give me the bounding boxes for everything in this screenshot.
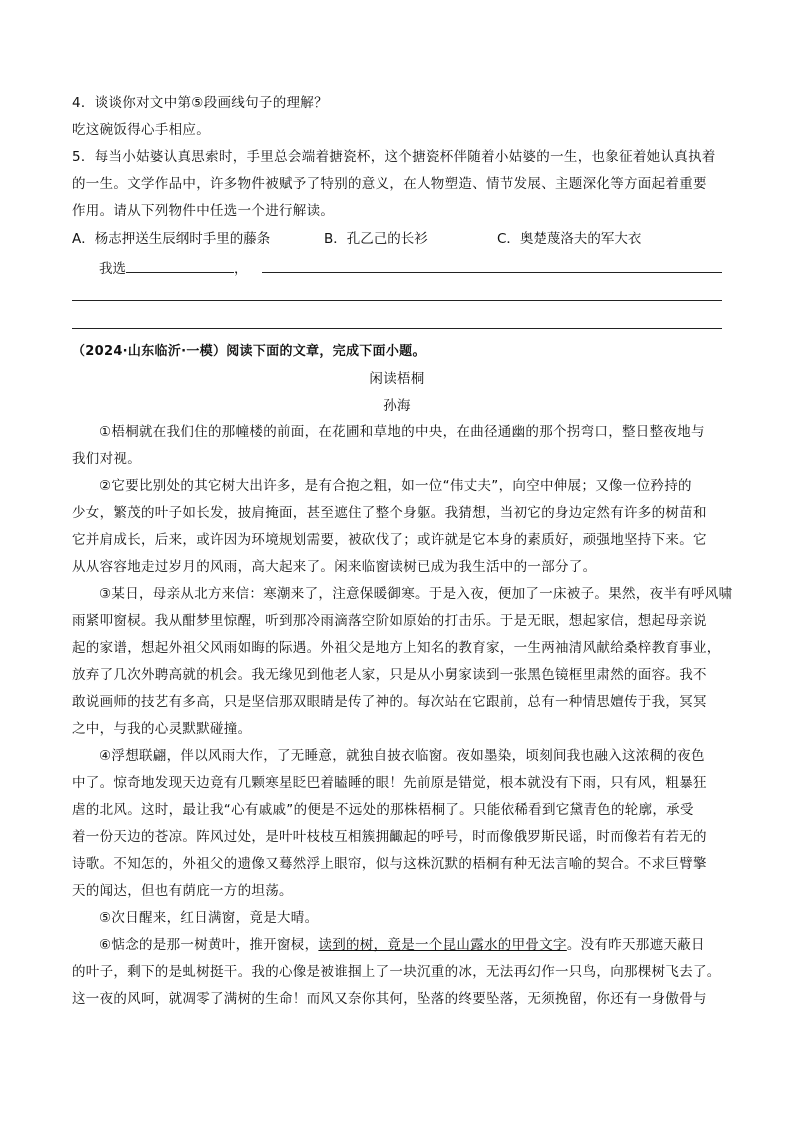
answer-line-3[interactable] [72, 328, 722, 329]
passage-line: 从从容容地走过岁月的风雨，高大起来了。闲来临窗读树已成为我生活中的一部分了。 [72, 559, 597, 575]
paragraph-6-line-3: 这一夜的风呵，就凋零了满树的生命！而风又奈你其何，坠落的终要坠落，无须挽留，你还有一身傲骨与 [72, 991, 707, 1007]
choice-blank[interactable] [126, 258, 234, 273]
passage-author: 孙海 [383, 398, 411, 414]
question-4-answer: 吃这碗饭得心手相应。 [72, 122, 210, 138]
underlined-sentence: 读到的树，竟是一个昆山露水的甲骨文字 [318, 937, 567, 953]
choice-separator: ， [234, 261, 248, 277]
option-c: C．奥楚蔑洛夫的军大衣 [497, 231, 642, 247]
answer-line-1[interactable] [262, 272, 722, 273]
passage-line: 虐的北风。这时，最让我“心有戚戚”的便是不远处的那株梧桐了。只能依稀看到它黛青色的轮廓，承受 [72, 802, 694, 818]
passage-line: 中了。惊奇地发现天边竟有几颗寒星眨巴着瞌睡的眼！先前原是错觉，根本就没有下雨，只有风，粗暴狂 [72, 775, 707, 791]
question-5-line-1: 5．每当小姑婆认真思索时，手里总会端着搪瓷杯，这个搪瓷杯伴随着小姑婆的一生，也象征着她认真执着 [72, 149, 716, 165]
passage-line: 着一份天边的苍凉。阵风过处，是叶叶枝枝互相簇拥齱起的呼号，时而像俄罗斯民谣，时而像若有若无的 [72, 829, 707, 845]
answer-line-2[interactable] [72, 300, 722, 301]
choice-label: 我选 [99, 261, 126, 277]
passage-line: 天的闻达，但也有荫庇一方的坦荡。 [72, 883, 293, 899]
paragraph-6-text: ⑥惦念的是那一树黄叶，推开窗棂， [99, 937, 319, 953]
passage-line: 我们对视。 [72, 451, 141, 467]
paragraph-6-line-2: 的叶子，剩下的是虬树挺干。我的心像是被谁掴上了一块沉重的冰，无法再幻作一只鸟，向那棵树飞去了。 [72, 964, 721, 980]
question-4-prompt: 4．谈谈你对文中第⑤段画线句子的理解？ [72, 95, 328, 111]
question-5-line-3: 作用。请从下列物件中任选一个进行解读。 [72, 203, 335, 219]
passage-line: 敢说画师的技艺有多高，只是坚信那双眼睛是传了神的。每次站在它跟前，总有一种情思嬗传于我，冥冥 [72, 694, 707, 710]
option-a: A．杨志押送生辰纲时手里的藤条 [72, 231, 271, 247]
passage-line: 它并肩成长，后来，或许因为环境规划需要，被砍伐了；或许就是它本身的素质好，顽强地坚持下来。它 [72, 532, 707, 548]
passage-line: ④浮想联翩，伴以风雨大作，了无睡意，就独自披衣临窗。夜如墨染，顷刻间我也融入这浓稠的夜色 [99, 748, 705, 764]
passage-heading: （2024·山东临沂·一模）阅读下面的文章，完成下面小题。 [72, 344, 426, 359]
passage-line: 之中，与我的心灵默默碰撞。 [72, 721, 252, 737]
passage-line: ⑤次日醒来，红日满窗，竟是大晴。 [99, 910, 319, 926]
passage-line: 雨紧叩窗棂。我从酣梦里惊醒，听到那冷雨滴落空阶如原始的打击乐。于是无眠，想起家信，想起母亲说 [72, 613, 707, 629]
passage-line: 少女，繁茂的叶子如长发，披肩掩面，甚至遮住了整个身躯。我猜想，当初它的身边定然有许多的树苗和 [72, 505, 707, 521]
paragraph-6-text: 。没有昨天那遮天蔽日 [566, 937, 705, 953]
passage-line: 放弃了几次外聘高就的机会。我无缘见到他老人家，只是从小舅家读到一张黑色镜框里肃然的面容。我不 [72, 667, 707, 683]
choice-row [99, 258, 248, 279]
question-5-line-2: 的一生。文学作品中，许多物件被赋予了特别的意义，在人物塑造、情节发展、主题深化等方面起着重要 [72, 176, 707, 192]
passage-line: 诗歌。不知怎的，外祖父的遗像又蓦然浮上眼帘，似与这株沉默的梧桐有种无法言喻的契合。不求巨臂擎 [72, 856, 707, 872]
passage-line: ①梧桐就在我们住的那幢楼的前面，在花圃和草地的中央，在曲径通幽的那个拐弯口，整日整夜地与 [99, 424, 705, 440]
option-b: B．孔乙己的长衫 [324, 231, 428, 247]
passage-title: 闲读梧桐 [369, 371, 425, 387]
paragraph-6-line-1 [99, 935, 732, 955]
passage-line: 起的家谱，想起外祖父风雨如晦的际遇。外祖父是地方上知名的教育家，一生两袖清风献给桑梓教育事业， [72, 640, 721, 656]
passage-line: ③某日，母亲从北方来信：寒潮来了，注意保暖御寒。于是入夜，便加了一床被子。果然，夜半有呼风啸 [99, 586, 733, 602]
passage-line: ②它要比别处的其它树大出许多，是有合抱之粗，如一位“伟丈夫”，向空中伸展；又像一位矜持的 [99, 478, 692, 494]
